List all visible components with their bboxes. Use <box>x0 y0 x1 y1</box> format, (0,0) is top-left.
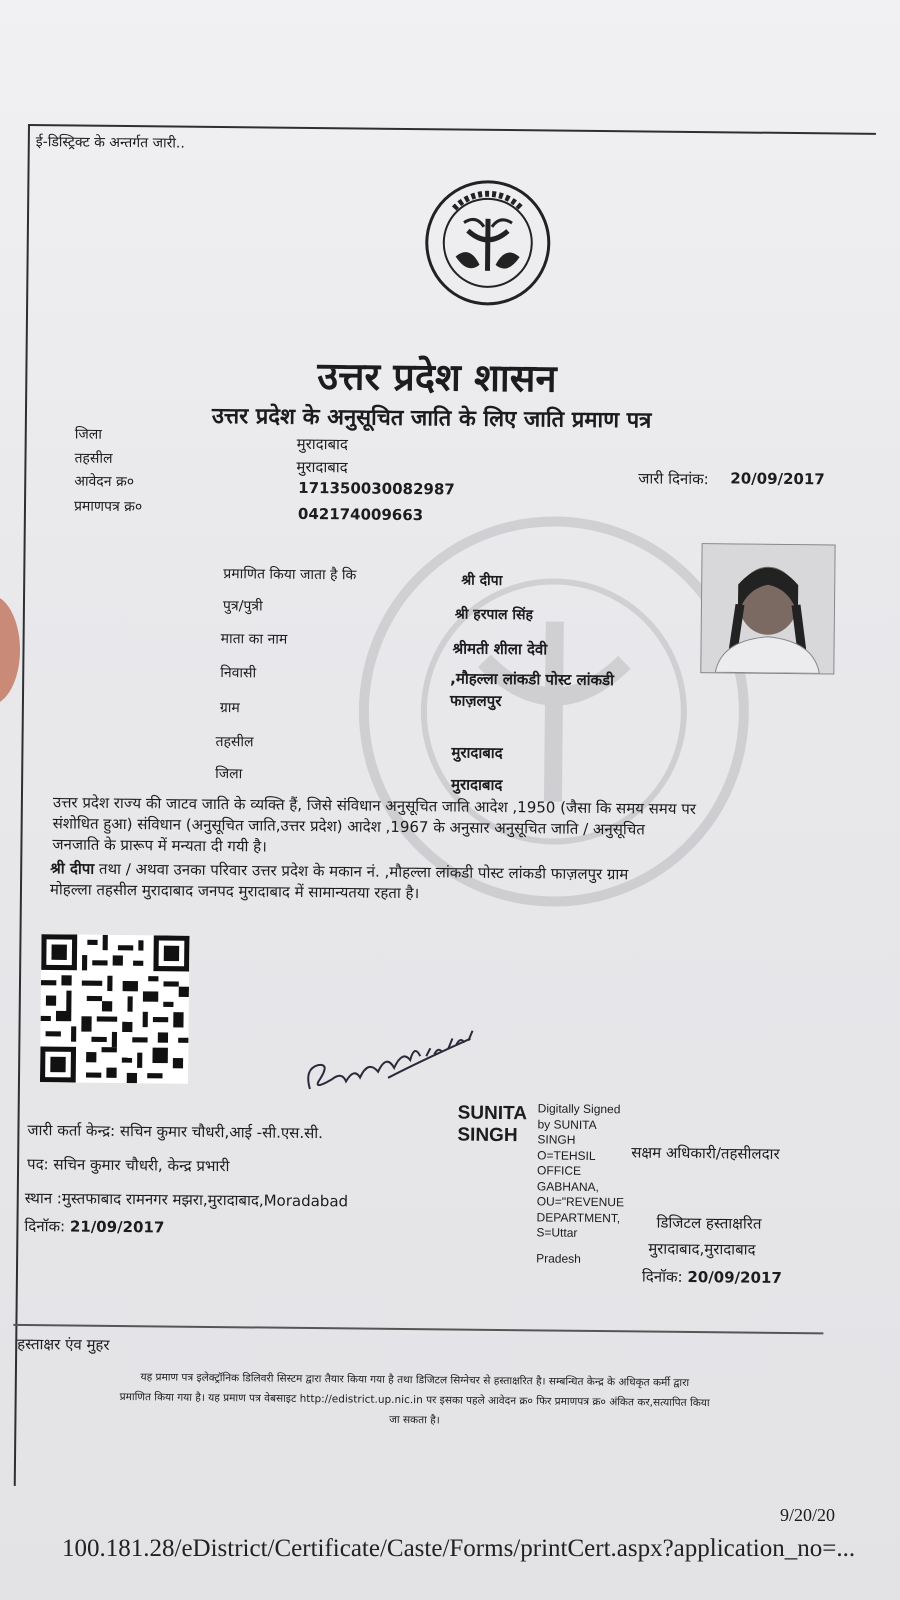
authority-date-label: दिनॉक: <box>641 1267 683 1286</box>
print-date: 9/20/20 <box>780 1505 836 1525</box>
issuer-date-value: 21/09/2017 <box>69 1217 165 1237</box>
authority-date <box>642 1266 782 1287</box>
issue-date-label: जारी दिनांक: <box>638 469 709 489</box>
applicant-photo <box>700 543 835 674</box>
meta-tehsil-label: तहसील <box>74 450 113 467</box>
details-district-value: मुरादाबाद <box>451 775 503 795</box>
details-district-label: जिला <box>215 765 243 783</box>
applicant-portrait <box>701 544 834 673</box>
digital-sign-line: S=Uttar <box>536 1225 578 1240</box>
print-url: 100.181.28/eDistrict/Certificate/Caste/Forms/printCert.aspx?application_no=... <box>62 1535 856 1562</box>
issuer-center: जारी कर्ता केन्द्र: सचिन कुमार चौधरी,आई -सी.एस.सी. <box>27 1121 324 1143</box>
footer-note <box>14 1366 815 1434</box>
caste-paragraph <box>52 792 696 862</box>
digital-sign-name-line1: SUNITA <box>457 1102 528 1125</box>
authority-digital-signed: डिजिटल हस्ताक्षरित <box>656 1213 762 1233</box>
caste-paragraph-line2: संशोधित हुआ) संविधान (अनुसूचित जाति,उत्तर प्रदेश) आदेश ,1967 के अनुसार अनुसूचित जाति / अनुसूचित <box>52 814 645 839</box>
issuer-place: स्थान :मुस्तफाबाद रामनगर मझरा,मुरादाबाद,Moradabad <box>24 1189 349 1211</box>
resident-value: ,मौहल्ला लांकडी पोस्ट लांकडी <box>450 669 615 690</box>
footer-divider <box>13 1324 823 1334</box>
footer-line3: जा सकता है। <box>389 1413 440 1427</box>
resident-label: निवासी <box>220 665 257 682</box>
meta-application-label: आवेदन क्र० <box>74 473 135 491</box>
digital-sign-line: Pradesh <box>536 1250 581 1266</box>
certificate-subtitle: उत्तर प्रदेश के अनुसूचित जाति के लिए जाति प्रमाण पत्र <box>211 403 652 434</box>
certificate-frame <box>14 124 876 1495</box>
issuer-date-label: दिनॉक: <box>24 1217 66 1236</box>
mother-label: माता का नाम <box>220 631 288 648</box>
digital-sign-line: DEPARTMENT, <box>536 1209 621 1225</box>
details-tehsil-value: मुरादाबाद <box>451 743 503 763</box>
caste-paragraph-line1: उत्तर प्रदेश राज्य की जाटव जाति के व्यक्ति हैं, जिसे संविधान अनुसूचित जाति आदेश ,1950 (जैसा कि समय समय पर <box>52 793 697 819</box>
certify-label: प्रमाणित किया जाता है कि <box>223 566 357 584</box>
residence-line1-rest: तथा / अथवा उनका परिवार उत्तर प्रदेश के मकान नं. ,मौहल्ला लांकडी पोस्ट लांकडी फाज़लपुर ग्राम <box>98 859 629 884</box>
up-emblem-seal <box>423 178 552 307</box>
mother-value: श्रीमती शीला देवी <box>452 639 548 659</box>
footer-line2: प्रमाणित किया गया है। यह प्रमाण पत्र वेबसाइट http://edistrict.up.nic.in पर इसका पहले आवेदन क्र० फिर प्रमाणपत्र क्र० अंकित कर,सत्यापित किया <box>119 1391 710 1410</box>
residence-name: श्री दीपा <box>50 859 95 878</box>
digital-sign-details <box>536 1101 625 1267</box>
meta-district-value: मुरादाबाद <box>296 434 349 454</box>
meta-certificate-value: 042174009663 <box>297 504 424 525</box>
village-value: फाज़लपुर <box>449 691 502 710</box>
footer-line1: यह प्रमाण पत्र इलेक्ट्रॉनिक डिलिवरी सिस्टम द्वारा तैयार किया गया है तथा डिजिटल सिग्नेचर से हस्ताक्षरित है। सम्बन्धित केन्द्र के अधिकृत कर्मी द्वारा <box>140 1371 690 1389</box>
meta-certificate-label: प्रमाणपत्र क्र० <box>73 498 143 516</box>
village-label: ग्राम <box>219 700 240 717</box>
issuer-post: पद: सचिन कुमार चौधरी, केन्द्र प्रभारी <box>27 1155 230 1176</box>
residence-paragraph-line2: मोहल्ला तहसील मुरादाबाद जनपद मुरादाबाद में सामान्यतया रहता है। <box>49 880 420 903</box>
digital-sign-line: OU="REVENUE <box>536 1194 625 1210</box>
digital-sign-line: OFFICE <box>536 1163 582 1178</box>
meta-application-value: 171350030082987 <box>298 478 455 499</box>
issue-date-value: 20/09/2017 <box>730 469 825 489</box>
authority-designation: सक्षम अधिकारी/तहसीलदार <box>631 1143 780 1163</box>
details-tehsil-label: तहसील <box>215 733 254 751</box>
authority-date-value: 20/09/2017 <box>687 1267 782 1287</box>
issuer-date <box>24 1216 164 1237</box>
meta-tehsil-value: मुरादाबाद <box>296 457 348 477</box>
header-note: ई-डिस्ट्रिक्ट के अन्तर्गत जारी.. <box>35 134 185 152</box>
digital-sign-line: GABHANA, <box>536 1178 599 1194</box>
sign-and-seal: हस्ताक्षर एंव मुहर <box>17 1334 110 1354</box>
digital-sign-line: SINGH <box>537 1132 576 1147</box>
handwritten-signature <box>302 1019 493 1101</box>
digital-sign-line: Digitally Signed <box>537 1101 621 1117</box>
residence-paragraph <box>50 858 629 906</box>
caste-paragraph-line3: जनजाति के प्रारूप में मन्यता दी गयी है। <box>52 835 267 856</box>
certify-value: श्री दीपा <box>461 572 503 589</box>
digital-sign-name-line2: SINGH <box>457 1124 518 1147</box>
digital-sign-line: O=TEHSIL <box>537 1147 596 1163</box>
qr-code <box>40 934 190 1084</box>
authority-location: मुरादाबाद,मुरादाबाद <box>648 1239 756 1259</box>
meta-district-label: जिला <box>74 426 102 443</box>
digital-sign-line: by SUNITA <box>537 1116 597 1132</box>
certificate-title: उत्तर प्रदेश शासन <box>317 353 557 401</box>
digital-sign-name <box>457 1103 527 1148</box>
child-label: पुत्र/पुत्री <box>222 598 263 615</box>
child-value: श्री हरपाल सिंह <box>454 606 534 624</box>
